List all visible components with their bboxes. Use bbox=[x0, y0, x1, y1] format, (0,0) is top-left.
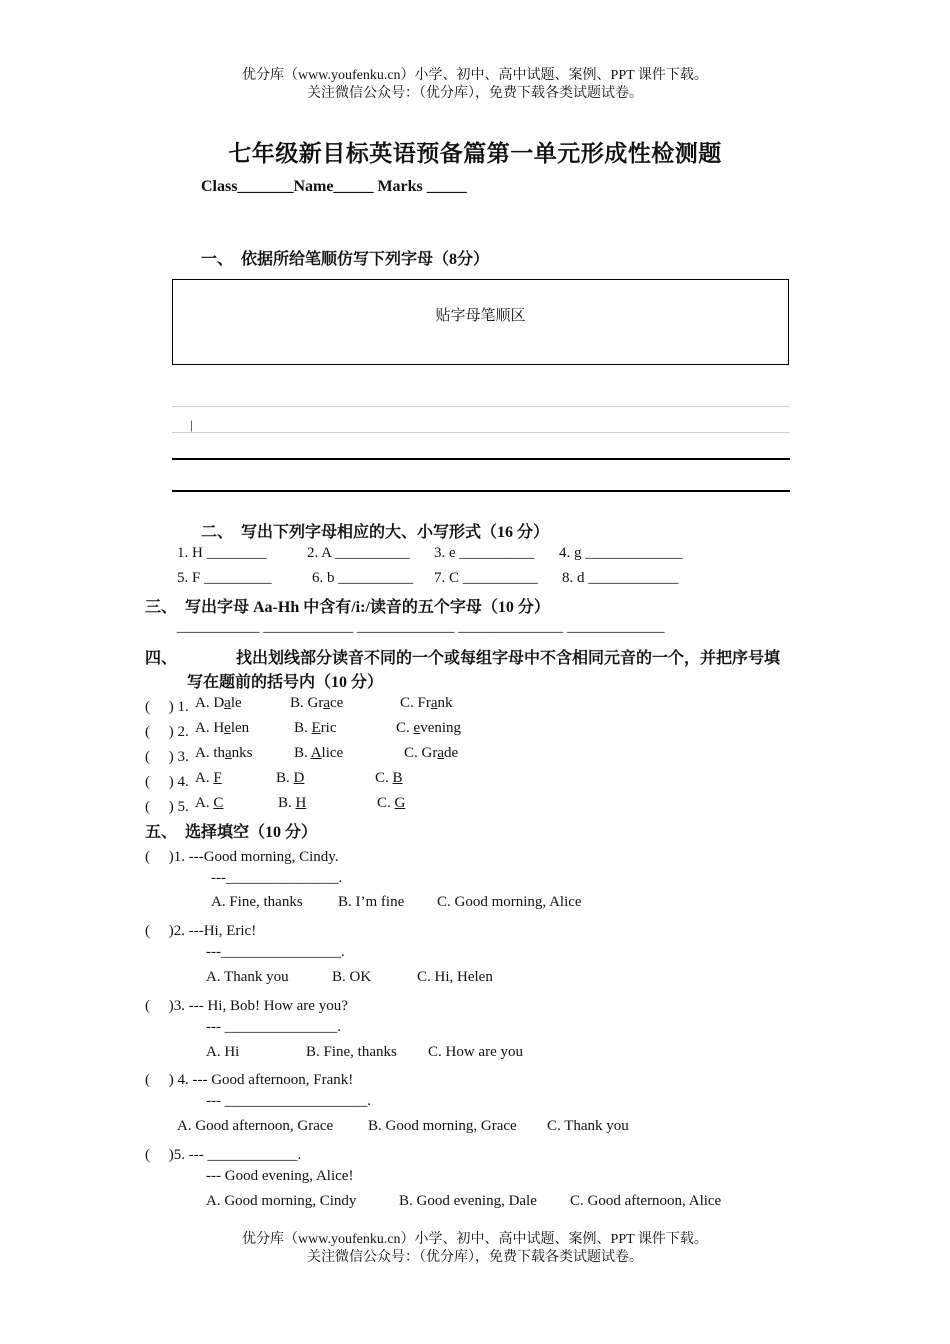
writing-line-1[interactable] bbox=[172, 458, 790, 460]
section-4-number: 四、 bbox=[145, 650, 178, 667]
text-caret: | bbox=[190, 417, 193, 432]
s4-q4-option-a: A. F bbox=[195, 770, 222, 786]
footer-line-1: 优分库（www.youfenku.cn）小学、初中、高中试题、案例、PPT 课件下载。 bbox=[242, 1232, 708, 1247]
s5-q2-option-c: C. Hi, Helen bbox=[417, 969, 493, 985]
stroke-order-box-label: 贴字母笔顺区 bbox=[435, 308, 526, 324]
guide-line-2 bbox=[172, 432, 790, 433]
s4-q2-option-b: B. Eric bbox=[294, 720, 337, 736]
s4-q5-number: ( ) 5. bbox=[145, 799, 189, 815]
s5-q4-question: ( ) 4. --- Good afternoon, Frank! bbox=[145, 1072, 354, 1088]
s5-q3-question: ( )3. --- Hi, Bob! How are you? bbox=[145, 998, 348, 1014]
s2-item-1: 1. H ________ bbox=[177, 545, 267, 561]
s4-q3-option-b: B. Alice bbox=[294, 745, 344, 761]
s5-q1-option-a: A. Fine, thanks bbox=[211, 894, 303, 910]
writing-line-2[interactable] bbox=[172, 490, 790, 492]
section-4-heading-line-2: 写在题前的括号内（10 分） bbox=[187, 674, 384, 691]
s4-q3-option-a: A. thanks bbox=[195, 745, 253, 761]
s3-answer-blanks: ___________ ____________ _____________ ______________ _____________ bbox=[177, 619, 665, 635]
s5-q1-question: ( )1. ---Good morning, Cindy. bbox=[145, 849, 339, 865]
stroke-order-box bbox=[172, 279, 789, 365]
s2-item-3: 3. e __________ bbox=[434, 545, 535, 561]
s4-q3-number: ( ) 3. bbox=[145, 749, 189, 765]
s5-q4-option-a: A. Good afternoon, Grace bbox=[177, 1118, 334, 1134]
s4-q5-option-c: C. G bbox=[377, 795, 406, 811]
header-line-1: 优分库（www.youfenku.cn）小学、初中、高中试题、案例、PPT 课件下载。 bbox=[242, 68, 708, 83]
section-4-heading-line-1: 找出划线部分读音不同的一个或每组字母中不含相同元音的一个，并把序号填 bbox=[236, 650, 781, 667]
s5-q5-option-b: B. Good evening, Dale bbox=[399, 1193, 537, 1209]
info-line: Class_______Name_____ Marks _____ bbox=[201, 178, 467, 195]
s4-q2-option-a: A. Helen bbox=[195, 720, 250, 736]
section-5-heading: 五、 选择填空（10 分） bbox=[145, 824, 318, 841]
s5-q4-answer-line: --- ___________________. bbox=[206, 1093, 371, 1109]
header-line-2: 关注微信公众号：（优分库），免费下载各类试题试卷。 bbox=[307, 86, 643, 101]
section-3-heading: 三、 写出字母 Aa-Hh 中含有/i:/读音的五个字母（10 分） bbox=[145, 599, 550, 616]
s5-q2-answer-line: ---________________. bbox=[206, 944, 345, 960]
s4-question-3 bbox=[145, 745, 459, 766]
s2-item-5: 5. F _________ bbox=[177, 570, 272, 586]
s5-q3-option-c: C. How are you bbox=[428, 1044, 523, 1060]
s2-item-8: 8. d ____________ bbox=[562, 570, 679, 586]
s4-q4-option-b: B. D bbox=[276, 770, 305, 786]
s5-q3-option-a: A. Hi bbox=[206, 1044, 240, 1060]
s2-item-2: 2. A __________ bbox=[307, 545, 410, 561]
s4-question-2 bbox=[145, 720, 462, 741]
s4-q1-number: ( ) 1. bbox=[145, 699, 189, 715]
s5-q5-option-a: A. Good morning, Cindy bbox=[206, 1193, 357, 1209]
s5-q5-question: ( )5. --- ____________. bbox=[145, 1147, 302, 1163]
s4-q1-option-c: C. Frank bbox=[400, 695, 453, 711]
s5-q3-option-b: B. Fine, thanks bbox=[306, 1044, 397, 1060]
s4-q4-option-c: C. B bbox=[375, 770, 403, 786]
s2-item-6: 6. b __________ bbox=[312, 570, 414, 586]
s5-q4-option-b: B. Good morning, Grace bbox=[368, 1118, 517, 1134]
s4-q5-option-b: B. H bbox=[278, 795, 307, 811]
s4-question-4 bbox=[145, 770, 403, 791]
s2-item-4: 4. g _____________ bbox=[559, 545, 683, 561]
s5-q1-answer-line: ---_______________. bbox=[211, 870, 343, 886]
s4-q2-number: ( ) 2. bbox=[145, 724, 189, 740]
s5-q2-question: ( )2. ---Hi, Eric! bbox=[145, 923, 257, 939]
s4-q3-option-c: C. Grade bbox=[404, 745, 459, 761]
page-title: 七年级新目标英语预备篇第一单元形成性检测题 bbox=[228, 141, 722, 167]
s4-q2-option-c: C. evening bbox=[396, 720, 462, 736]
s5-q2-option-b: B. OK bbox=[332, 969, 372, 985]
s4-question-5 bbox=[145, 795, 406, 816]
s5-q1-option-b: B. I’m fine bbox=[338, 894, 405, 910]
s2-item-7: 7. C __________ bbox=[434, 570, 538, 586]
s4-question-1 bbox=[145, 695, 453, 716]
section-1-heading: 一、 依据所给笔顺仿写下列字母（8分） bbox=[201, 251, 490, 268]
s5-q3-answer-line: --- _______________. bbox=[206, 1019, 341, 1035]
s5-q1-option-c: C. Good morning, Alice bbox=[437, 894, 582, 910]
s5-q5-option-c: C. Good afternoon, Alice bbox=[570, 1193, 722, 1209]
s4-q5-option-a: A. C bbox=[195, 795, 224, 811]
guide-line-1 bbox=[172, 406, 790, 407]
s4-q1-option-b: B. Grace bbox=[290, 695, 344, 711]
s4-q1-option-a: A. Dale bbox=[195, 695, 242, 711]
s5-q5-answer-line: --- Good evening, Alice! bbox=[206, 1168, 354, 1184]
s5-q4-option-c: C. Thank you bbox=[547, 1118, 629, 1134]
s4-q4-number: ( ) 4. bbox=[145, 774, 189, 790]
s5-q2-option-a: A. Thank you bbox=[206, 969, 289, 985]
section-2-heading: 二、 写出下列字母相应的大、小写形式（16 分） bbox=[201, 524, 550, 541]
footer-line-2: 关注微信公众号：（优分库），免费下载各类试题试卷。 bbox=[307, 1250, 643, 1265]
